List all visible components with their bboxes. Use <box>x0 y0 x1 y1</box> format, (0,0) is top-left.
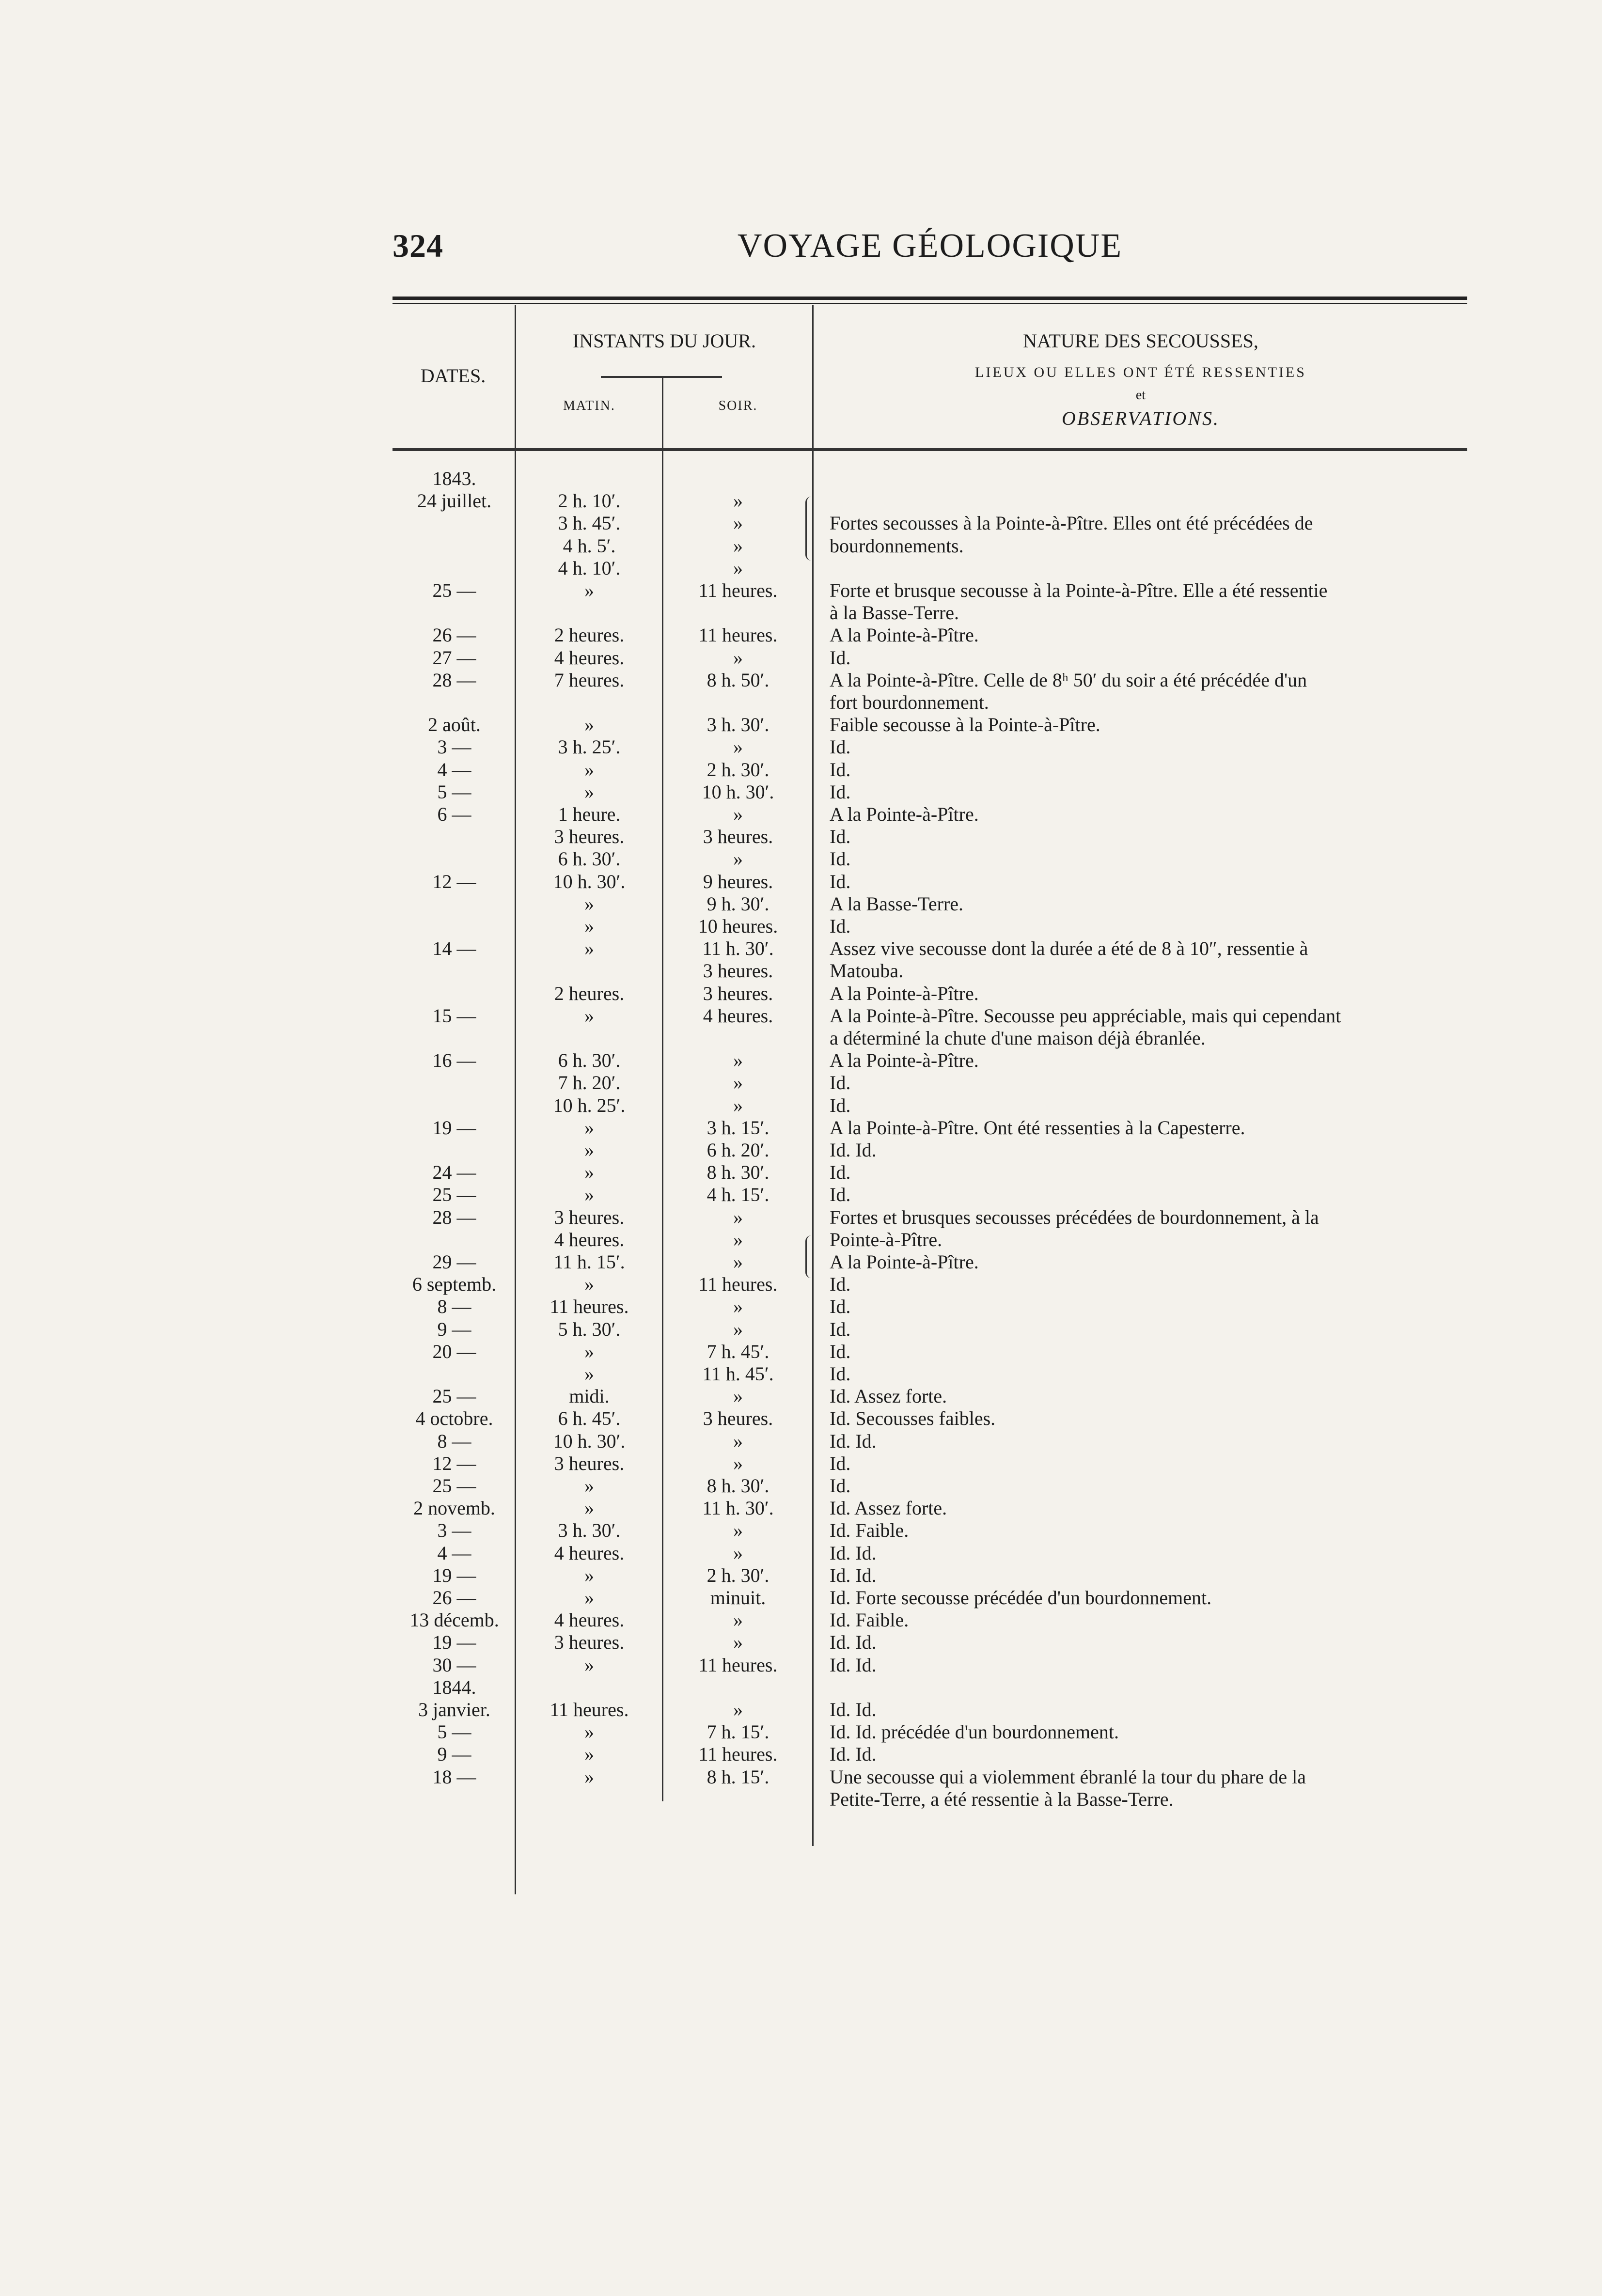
row-observation: Assez vive secousse dont la durée a été de 8 à 10″, ressentie à <box>830 937 1308 959</box>
row-observation: Id. Id. <box>830 1564 877 1586</box>
row-observation: A la Pointe-à-Pître. <box>830 803 979 825</box>
row-matin: 6 h. 30′. <box>558 1049 621 1071</box>
row-observation: Id. <box>830 781 851 803</box>
row-observation: Id. Assez forte. <box>830 1385 947 1407</box>
row-matin: » <box>584 937 594 959</box>
row-observation: Id. Id. <box>830 1631 877 1653</box>
row-soir: » <box>733 1251 743 1273</box>
row-matin: 4 heures. <box>554 1542 625 1564</box>
row-matin: » <box>584 579 594 601</box>
column-header-lieux: LIEUX OU ELLES ONT ÉTÉ RESSENTIES <box>975 364 1306 380</box>
row-date: 12 — <box>432 871 476 892</box>
row-soir: » <box>733 1699 743 1720</box>
row-observation: Fortes secousses à la Pointe-à-Pître. Elles ont été précédées de <box>830 512 1313 534</box>
row-date: 25 — <box>432 1184 476 1205</box>
row-soir: 11 h. 30′. <box>702 937 774 959</box>
row-matin: 4 heures. <box>554 1609 625 1631</box>
row-date: 13 décemb. <box>409 1609 499 1631</box>
row-observation: Id. <box>830 1072 851 1093</box>
row-date: 20 — <box>432 1341 476 1362</box>
row-soir: 7 h. 45′. <box>707 1341 770 1362</box>
header-rule-thin <box>393 303 1467 304</box>
row-observation: Id. Id. <box>830 1542 877 1564</box>
row-matin: 10 h. 25′. <box>553 1094 626 1116</box>
row-observation: Id. Id. <box>830 1699 877 1720</box>
row-date: 15 — <box>432 1005 476 1027</box>
row-soir: » <box>733 647 743 669</box>
row-soir: 8 h. 15′. <box>707 1766 770 1788</box>
row-matin: » <box>584 781 594 803</box>
row-date: 29 — <box>432 1251 476 1273</box>
row-observation: Id. <box>830 1363 851 1385</box>
row-observation: A la Pointe-à-Pître. <box>830 624 979 646</box>
row-soir: 11 h. 30′. <box>702 1497 774 1519</box>
row-matin: 3 heures. <box>554 1631 625 1653</box>
row-observation: Id. Id. <box>830 1139 877 1161</box>
row-date: 12 — <box>432 1453 476 1474</box>
row-soir: » <box>733 512 743 534</box>
row-matin: 10 h. 30′. <box>553 871 626 892</box>
row-observation: Id. <box>830 1475 851 1497</box>
row-soir: 11 heures. <box>698 1743 778 1765</box>
row-observation: Id. <box>830 1318 851 1340</box>
row-matin: » <box>584 1743 594 1765</box>
row-observation: Id. <box>830 1273 851 1295</box>
row-soir: » <box>733 1318 743 1340</box>
row-matin: » <box>584 1161 594 1183</box>
row-date: 26 — <box>432 1587 476 1609</box>
row-soir: » <box>733 1609 743 1631</box>
row-observation: Id. <box>830 915 851 937</box>
row-observation: Id. <box>830 1094 851 1116</box>
column-header-observations: OBSERVATIONS. <box>1061 407 1220 429</box>
row-soir: » <box>733 1385 743 1407</box>
row-observation: Id. Forte secousse précédée d'un bourdonnement. <box>830 1587 1212 1609</box>
row-soir: 11 heures. <box>698 579 778 601</box>
row-date: 24 juillet. <box>417 490 492 512</box>
row-matin: » <box>584 1117 594 1139</box>
row-date: 4 — <box>437 1542 471 1564</box>
row-matin: midi. <box>569 1385 610 1407</box>
row-date: 3 — <box>437 736 471 758</box>
row-soir: 8 h. 30′. <box>707 1161 770 1183</box>
row-observation: A la Pointe-à-Pître. <box>830 1049 979 1071</box>
row-soir: 2 h. 30′. <box>707 759 770 781</box>
column-header-instants: INSTANTS DU JOUR. <box>573 330 756 352</box>
page-number: 324 <box>393 227 443 264</box>
row-matin: » <box>584 714 594 735</box>
row-soir: » <box>733 1430 743 1452</box>
row-matin: » <box>584 893 594 915</box>
row-soir: minuit. <box>710 1587 766 1609</box>
row-matin: » <box>584 1721 594 1743</box>
row-observation: Id. Assez forte. <box>830 1497 947 1519</box>
row-matin: 3 h. 25′. <box>558 736 621 758</box>
row-date: 3 janvier. <box>418 1699 490 1720</box>
row-matin: » <box>584 1497 594 1519</box>
row-observation: Id. <box>830 826 851 847</box>
row-observation: A la Pointe-à-Pître. Ont été ressenties à la Capesterre. <box>830 1117 1245 1139</box>
row-date: 26 — <box>432 624 476 646</box>
header-bottom-rule <box>393 448 1467 451</box>
row-observation: Forte et brusque secousse à la Pointe-à-Pître. Elle a été ressentie <box>830 579 1328 601</box>
row-observation: Id. <box>830 1296 851 1317</box>
row-soir: » <box>733 736 743 758</box>
row-matin: » <box>584 1475 594 1497</box>
row-date: 8 — <box>437 1430 471 1452</box>
row-observation: Id. Secousses faibles. <box>830 1407 996 1429</box>
column-divider-dates <box>515 305 516 1894</box>
row-observation: A la Pointe-à-Pître. <box>830 983 979 1004</box>
row-matin: 7 heures. <box>554 669 625 691</box>
row-soir: » <box>733 1631 743 1653</box>
column-header-et: et <box>1135 388 1146 403</box>
row-soir: » <box>733 1519 743 1541</box>
header-rule <box>393 297 1467 300</box>
row-matin: 4 h. 10′. <box>558 557 621 579</box>
row-matin: » <box>584 1139 594 1161</box>
row-date: 2 août. <box>428 714 481 735</box>
row-observation: à la Basse-Terre. <box>830 602 959 624</box>
row-soir: 4 h. 15′. <box>707 1184 770 1205</box>
row-observation: Id. Id. précédée d'un bourdonnement. <box>830 1721 1119 1743</box>
row-observation: Id. <box>830 1453 851 1474</box>
row-observation: Fortes et brusques secousses précédées de bourdonnement, à la <box>830 1206 1319 1228</box>
row-soir: 8 h. 30′. <box>707 1475 770 1497</box>
row-matin: » <box>584 1363 594 1385</box>
row-matin: 11 heures. <box>550 1699 629 1720</box>
row-date: 5 — <box>437 781 471 803</box>
column-header-soir: SOIR. <box>718 398 758 413</box>
row-date: 30 — <box>432 1654 476 1676</box>
row-matin: 2 heures. <box>554 624 625 646</box>
row-date: 27 — <box>432 647 476 669</box>
row-date: 18 — <box>432 1766 476 1788</box>
row-soir: » <box>733 535 743 557</box>
row-matin: 7 h. 20′. <box>558 1072 621 1093</box>
row-soir: 11 heures. <box>698 624 778 646</box>
row-observation: Id. Faible. <box>830 1609 909 1631</box>
row-date: 25 — <box>432 1475 476 1497</box>
row-matin: 3 heures. <box>554 1453 625 1474</box>
row-soir: 10 h. 30′. <box>702 781 774 803</box>
row-matin: 3 heures. <box>554 826 625 847</box>
row-matin: 3 h. 45′. <box>558 512 621 534</box>
instants-underline <box>601 376 722 378</box>
row-date: 28 — <box>432 669 476 691</box>
column-header-dates: DATES. <box>420 365 486 387</box>
row-date: 16 — <box>432 1049 476 1071</box>
row-soir: » <box>733 1453 743 1474</box>
row-matin: » <box>584 1654 594 1676</box>
row-date: 19 — <box>432 1631 476 1653</box>
row-date: 25 — <box>432 579 476 601</box>
row-soir: » <box>733 557 743 579</box>
row-observation: Faible secousse à la Pointe-à-Pître. <box>830 714 1100 735</box>
row-soir: 7 h. 15′. <box>707 1721 770 1743</box>
row-date: 2 novemb. <box>413 1497 495 1519</box>
row-soir: 3 h. 30′. <box>707 714 770 735</box>
row-matin: » <box>584 1273 594 1295</box>
row-date: 9 — <box>437 1318 471 1340</box>
row-matin: » <box>584 759 594 781</box>
row-observation: bourdonnements. <box>830 535 964 557</box>
row-date: 14 — <box>432 937 476 959</box>
row-soir: 9 heures. <box>703 871 773 892</box>
row-soir: 11 h. 45′. <box>702 1363 774 1385</box>
row-matin: » <box>584 1766 594 1788</box>
column-header-matin: MATIN. <box>563 398 615 413</box>
row-date: 6 septemb. <box>412 1273 497 1295</box>
row-soir: » <box>733 1542 743 1564</box>
row-observation: Pointe-à-Pître. <box>830 1229 942 1250</box>
row-soir: 10 heures. <box>698 915 778 937</box>
row-matin: » <box>584 1184 594 1205</box>
row-matin: 2 heures. <box>554 983 625 1004</box>
row-matin: » <box>584 1564 594 1586</box>
row-observation: Id. <box>830 759 851 781</box>
year-label: 1844. <box>432 1676 476 1698</box>
row-soir: » <box>733 1094 743 1116</box>
row-date: 3 — <box>437 1519 471 1541</box>
row-soir: 8 h. 50′. <box>707 669 770 691</box>
row-matin: 4 h. 5′. <box>563 535 616 557</box>
row-observation: A la Pointe-à-Pître. Celle de 8ʰ 50′ du soir a été précédée d'un <box>830 669 1307 691</box>
row-matin: 11 h. 15′. <box>553 1251 625 1273</box>
row-observation: Id. <box>830 1161 851 1183</box>
row-matin: » <box>584 1005 594 1027</box>
row-soir: 4 heures. <box>703 1005 773 1027</box>
row-observation: Id. <box>830 848 851 870</box>
row-soir: » <box>733 1206 743 1228</box>
row-soir: 11 heures. <box>698 1654 778 1676</box>
row-date: 4 — <box>437 759 471 781</box>
row-matin: » <box>584 1341 594 1362</box>
row-date: 19 — <box>432 1117 476 1139</box>
row-matin: 3 h. 30′. <box>558 1519 621 1541</box>
row-soir: » <box>733 803 743 825</box>
column-header-nature: NATURE DES SECOUSSES, <box>1023 330 1258 352</box>
row-observation: Id. <box>830 647 851 669</box>
row-soir: 6 h. 20′. <box>707 1139 770 1161</box>
row-date: 4 octobre. <box>415 1407 493 1429</box>
row-matin: 3 heures. <box>554 1206 625 1228</box>
row-soir: » <box>733 1296 743 1317</box>
row-matin: 10 h. 30′. <box>553 1430 626 1452</box>
row-matin: 4 heures. <box>554 647 625 669</box>
row-date: 9 — <box>437 1743 471 1765</box>
row-observation: Une secousse qui a violemment ébranlé la tour du phare de la <box>830 1766 1306 1788</box>
row-observation: a déterminé la chute d'une maison déjà ébranlée. <box>830 1027 1206 1049</box>
row-soir: 9 h. 30′. <box>707 893 770 915</box>
row-observation: fort bourdonnement. <box>830 691 989 713</box>
row-matin: 6 h. 45′. <box>558 1407 621 1429</box>
year-label: 1843. <box>432 468 476 489</box>
column-divider-matin <box>662 377 663 1801</box>
row-date: 25 — <box>432 1385 476 1407</box>
row-soir: 3 h. 15′. <box>707 1117 770 1139</box>
row-soir: 3 heures. <box>703 1407 773 1429</box>
row-soir: 2 h. 30′. <box>707 1564 770 1586</box>
row-soir: 11 heures. <box>698 1273 778 1295</box>
row-matin: 1 heure. <box>558 803 621 825</box>
row-date: 8 — <box>437 1296 471 1317</box>
page-header <box>393 227 1467 280</box>
row-matin: 5 h. 30′. <box>558 1318 621 1340</box>
row-observation: Id. Id. <box>830 1654 877 1676</box>
row-matin: 4 heures. <box>554 1229 625 1250</box>
row-observation: Id. <box>830 1184 851 1205</box>
row-soir: 3 heures. <box>703 960 773 982</box>
row-date: 19 — <box>432 1564 476 1586</box>
row-matin: 6 h. 30′. <box>558 848 621 870</box>
row-matin: 2 h. 10′. <box>558 490 621 512</box>
row-date: 5 — <box>437 1721 471 1743</box>
row-observation: Id. Id. <box>830 1430 877 1452</box>
row-soir: » <box>733 490 743 512</box>
row-observation: Id. Faible. <box>830 1519 909 1541</box>
row-observation: Id. <box>830 736 851 758</box>
row-soir: 3 heures. <box>703 983 773 1004</box>
running-title: VOYAGE GÉOLOGIQUE <box>737 227 1123 265</box>
row-soir: » <box>733 848 743 870</box>
row-soir: » <box>733 1072 743 1093</box>
row-matin: » <box>584 915 594 937</box>
row-observation: A la Pointe-à-Pître. Secousse peu appréciable, mais qui cependant <box>830 1005 1341 1027</box>
row-matin: » <box>584 1587 594 1609</box>
row-matin: 11 heures. <box>550 1296 629 1317</box>
row-observation: A la Pointe-à-Pître. <box>830 1251 979 1273</box>
row-observation: Petite-Terre, a été ressentie à la Basse-Terre. <box>830 1788 1174 1810</box>
row-observation: A la Basse-Terre. <box>830 893 963 915</box>
row-observation: Id. <box>830 871 851 892</box>
row-soir: » <box>733 1229 743 1250</box>
row-date: 28 — <box>432 1206 476 1228</box>
row-date: 24 — <box>432 1161 476 1183</box>
row-soir: » <box>733 1049 743 1071</box>
row-date: 6 — <box>437 803 471 825</box>
row-observation: Matouba. <box>830 960 904 982</box>
row-observation: Id. <box>830 1341 851 1362</box>
row-observation: Id. Id. <box>830 1743 877 1765</box>
row-soir: 3 heures. <box>703 826 773 847</box>
